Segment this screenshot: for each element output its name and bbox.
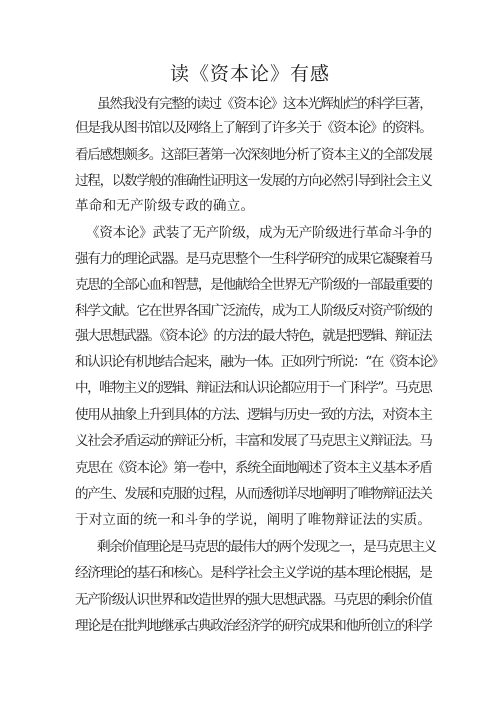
paragraph-2-line-7: 中，唯物主义的逻辑、辩证法和认识论都应用于一门科学”。马克思	[75, 380, 432, 396]
paragraph-3-line-2: 经济理论的基石和核心。是科学社会主义学说的基本理论根据，是	[75, 565, 432, 581]
paragraph-3-line-4: 理论是在批判地继承古典政治经济学的研究成果和他所创立的科学	[75, 618, 432, 634]
paragraph-3-line-1: 剩余价值理论是马克思的最伟大的两个发现之一，是马克思主义	[97, 539, 436, 555]
paragraph-2-line-1: 《资本论》武装了无产阶级，成为无产阶级进行革命斗争的	[86, 225, 432, 241]
paragraph-3-line-3: 无产阶级认识世界和改造世界的强大思想武器。马克思的剩余价值	[75, 592, 432, 608]
paragraph-2-line-12: 于对立面的统一和斗争的学说，阐明了唯物辩证法的实质。	[75, 512, 432, 528]
paragraph-1-line-5: 革命和无产阶级专政的确立。	[75, 198, 255, 214]
paragraph-1-line-4: 过程，以数学般的准确性证明这一发展的方向必然引导到社会主义	[75, 173, 432, 189]
paragraph-2-line-3: 克思的全部心血和智慧，是他献给全世界无产阶级的一部最重要的	[75, 277, 432, 293]
paragraph-2-line-5: 强大思想武器。《资本论》的方法的最大特色，就是把逻辑、辩证法	[75, 328, 432, 344]
paragraph-2-line-4: 科学文献。它在世界各国广泛流传，成为工人阶级反对资产阶级的	[75, 303, 432, 319]
paragraph-2-line-10: 克思在《资本论》第一卷中，系统全面地阐述了资本主义基本矛盾	[75, 460, 432, 476]
paragraph-2-line-9: 义社会矛盾运动的辩证分析，丰富和发展了马克思主义辩证法。马	[75, 433, 432, 449]
paragraph-1-line-3: 看后感想颇多。这部巨著第一次深刻地分析了资本主义的全部发展	[75, 147, 432, 163]
page-title: 读《资本论》有感	[169, 63, 330, 85]
paragraph-2-line-11: 的产生、发展和克服的过程，从而透彻详尽地阐明了唯物辩证法关	[75, 486, 432, 502]
paragraph-1-line-2: 但是我从图书馆以及网络上了解到了许多关于《资本论》的资料。	[75, 120, 432, 136]
paragraph-1-line-1: 虽然我没有完整的读过《资本论》这本光辉灿烂的科学巨著，	[97, 96, 432, 112]
paragraph-2-line-8: 使用从抽象上升到具体的方法、逻辑与历史一致的方法，对资本主	[75, 407, 432, 423]
paragraph-2-line-2: 强有力的理论武器。是马克思整个一生科学研究的成果它凝聚着马	[75, 251, 432, 267]
paragraph-2-line-6: 和认识论有机地结合起来，融为一体。正如列宁所说：“在《资本论》	[75, 354, 444, 370]
